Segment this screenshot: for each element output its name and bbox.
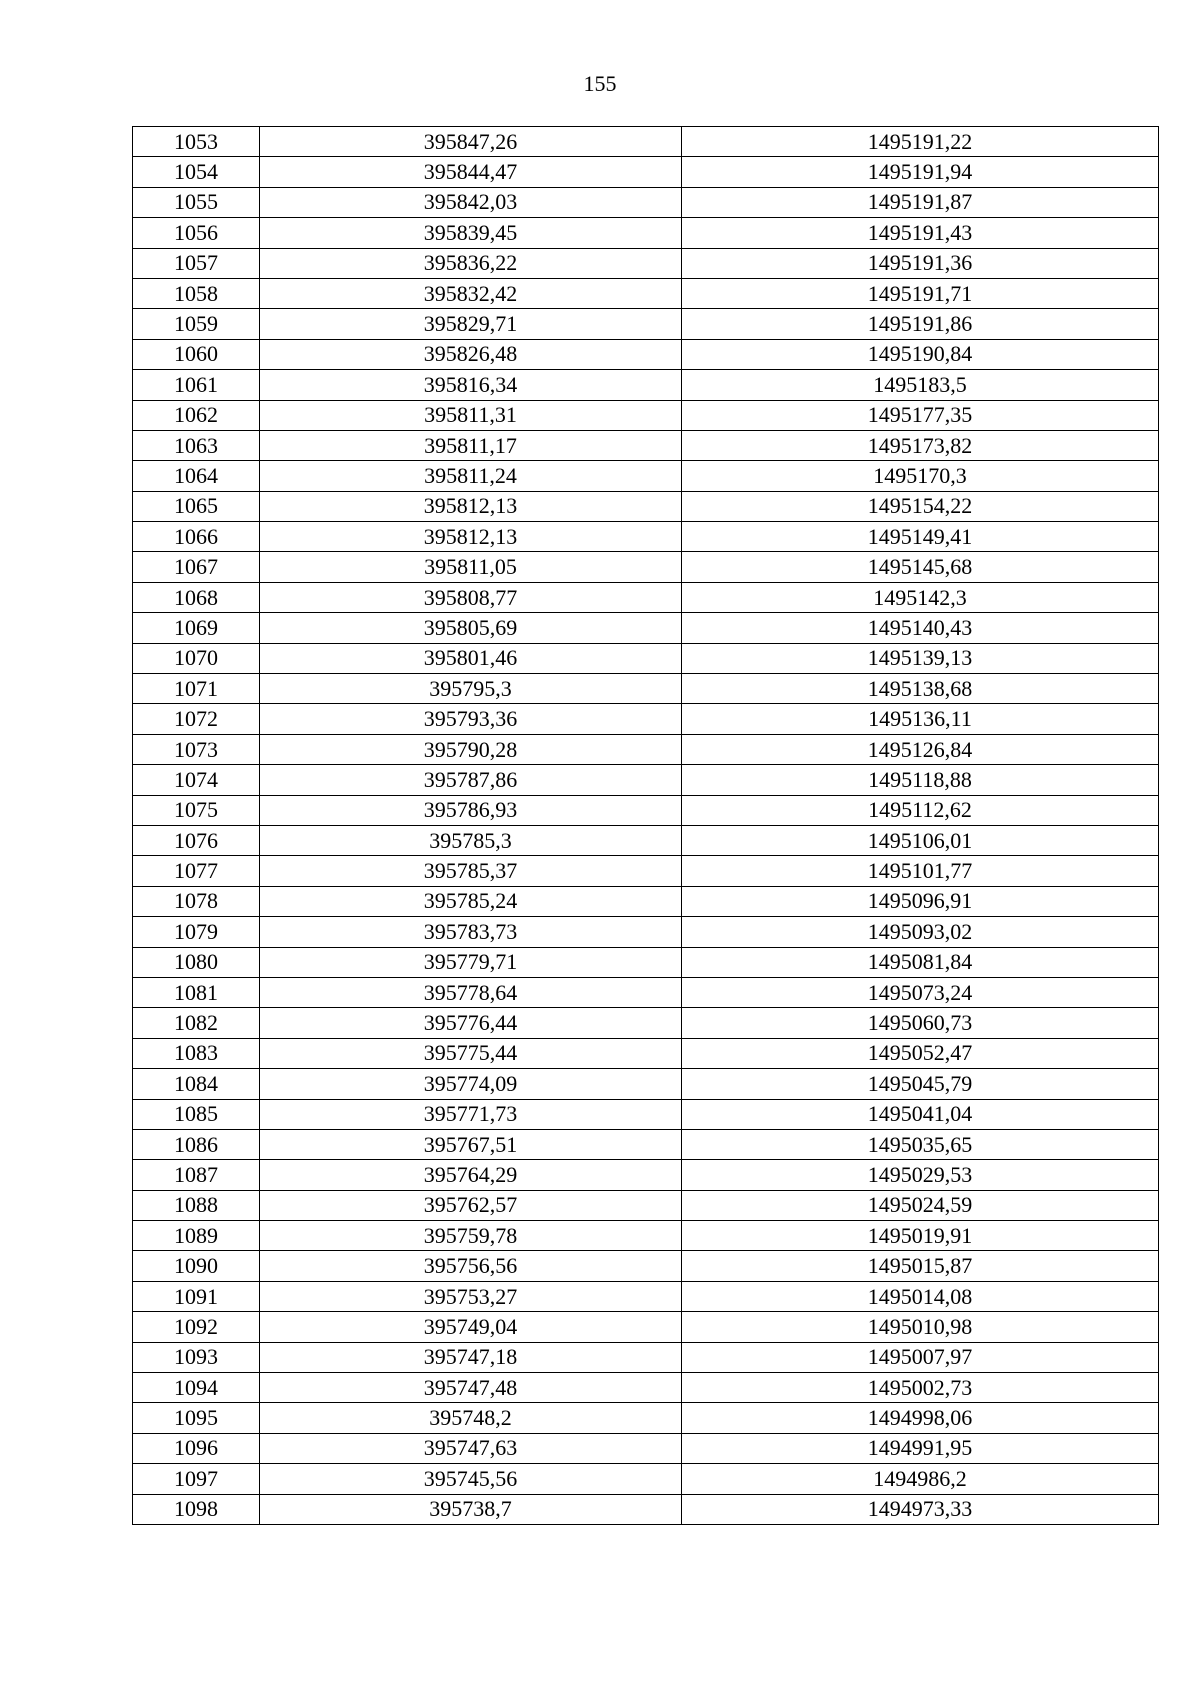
x-coordinate-cell: 395812,13	[260, 522, 682, 552]
x-coordinate-cell: 395762,57	[260, 1190, 682, 1220]
y-coordinate-cell: 1495138,68	[682, 674, 1159, 704]
y-coordinate-cell: 1495002,73	[682, 1373, 1159, 1403]
point-number-cell: 1079	[133, 917, 260, 947]
y-coordinate-cell: 1495112,62	[682, 795, 1159, 825]
x-coordinate-cell: 395749,04	[260, 1312, 682, 1342]
table-row	[133, 127, 1159, 157]
point-number-cell: 1093	[133, 1342, 260, 1372]
y-coordinate-cell: 1495106,01	[682, 825, 1159, 855]
y-coordinate-cell: 1495154,22	[682, 491, 1159, 521]
table-row	[133, 157, 1159, 187]
x-coordinate-cell: 395776,44	[260, 1008, 682, 1038]
point-number-cell: 1054	[133, 157, 260, 187]
point-number-cell: 1077	[133, 856, 260, 886]
y-coordinate-cell: 1495191,43	[682, 218, 1159, 248]
table-row	[133, 1221, 1159, 1251]
y-coordinate-cell: 1495096,91	[682, 886, 1159, 916]
point-number-cell: 1088	[133, 1190, 260, 1220]
table-row	[133, 704, 1159, 734]
y-coordinate-cell: 1494973,33	[682, 1494, 1159, 1524]
x-coordinate-cell: 395847,26	[260, 127, 682, 157]
x-coordinate-cell: 395811,05	[260, 552, 682, 582]
x-coordinate-cell: 395771,73	[260, 1099, 682, 1129]
table-row	[133, 674, 1159, 704]
point-number-cell: 1060	[133, 339, 260, 369]
x-coordinate-cell: 395747,48	[260, 1373, 682, 1403]
y-coordinate-cell: 1495191,71	[682, 278, 1159, 308]
point-number-cell: 1059	[133, 309, 260, 339]
table-row	[133, 1403, 1159, 1433]
y-coordinate-cell: 1495170,3	[682, 461, 1159, 491]
y-coordinate-cell: 1495190,84	[682, 339, 1159, 369]
table-row	[133, 1099, 1159, 1129]
x-coordinate-cell: 395811,17	[260, 430, 682, 460]
point-number-cell: 1065	[133, 491, 260, 521]
table-row	[133, 1464, 1159, 1494]
table-row	[133, 370, 1159, 400]
point-number-cell: 1063	[133, 430, 260, 460]
table-row	[133, 825, 1159, 855]
x-coordinate-cell: 395808,77	[260, 582, 682, 612]
x-coordinate-cell: 395836,22	[260, 248, 682, 278]
y-coordinate-cell: 1495136,11	[682, 704, 1159, 734]
table-row	[133, 856, 1159, 886]
table-row	[133, 430, 1159, 460]
point-number-cell: 1053	[133, 127, 260, 157]
point-number-cell: 1058	[133, 278, 260, 308]
point-number-cell: 1057	[133, 248, 260, 278]
y-coordinate-cell: 1495029,53	[682, 1160, 1159, 1190]
y-coordinate-cell: 1495191,22	[682, 127, 1159, 157]
y-coordinate-cell: 1494991,95	[682, 1433, 1159, 1463]
table-row	[133, 1373, 1159, 1403]
y-coordinate-cell: 1494986,2	[682, 1464, 1159, 1494]
table-row	[133, 947, 1159, 977]
x-coordinate-cell: 395844,47	[260, 157, 682, 187]
table-row	[133, 734, 1159, 764]
point-number-cell: 1061	[133, 370, 260, 400]
x-coordinate-cell: 395748,2	[260, 1403, 682, 1433]
x-coordinate-cell: 395787,86	[260, 765, 682, 795]
table-row	[133, 1038, 1159, 1068]
x-coordinate-cell: 395785,3	[260, 825, 682, 855]
point-number-cell: 1084	[133, 1069, 260, 1099]
point-number-cell: 1075	[133, 795, 260, 825]
point-number-cell: 1086	[133, 1129, 260, 1159]
table-row	[133, 1251, 1159, 1281]
x-coordinate-cell: 395826,48	[260, 339, 682, 369]
point-number-cell: 1087	[133, 1160, 260, 1190]
y-coordinate-cell: 1495118,88	[682, 765, 1159, 795]
page-number: 155	[583, 71, 617, 96]
point-number-cell: 1076	[133, 825, 260, 855]
x-coordinate-cell: 395832,42	[260, 278, 682, 308]
point-number-cell: 1083	[133, 1038, 260, 1068]
y-coordinate-cell: 1495081,84	[682, 947, 1159, 977]
x-coordinate-cell: 395811,24	[260, 461, 682, 491]
table-row	[133, 643, 1159, 673]
y-coordinate-cell: 1495191,87	[682, 187, 1159, 217]
x-coordinate-cell: 395786,93	[260, 795, 682, 825]
x-coordinate-cell: 395753,27	[260, 1281, 682, 1311]
x-coordinate-cell: 395811,31	[260, 400, 682, 430]
point-number-cell: 1097	[133, 1464, 260, 1494]
table-row	[133, 1160, 1159, 1190]
y-coordinate-cell: 1495191,36	[682, 248, 1159, 278]
x-coordinate-cell: 395805,69	[260, 613, 682, 643]
x-coordinate-cell: 395767,51	[260, 1129, 682, 1159]
table-row	[133, 917, 1159, 947]
point-number-cell: 1064	[133, 461, 260, 491]
point-number-cell: 1071	[133, 674, 260, 704]
table-row	[133, 977, 1159, 1007]
point-number-cell: 1090	[133, 1251, 260, 1281]
point-number-cell: 1089	[133, 1221, 260, 1251]
point-number-cell: 1070	[133, 643, 260, 673]
table-row	[133, 187, 1159, 217]
table-row	[133, 461, 1159, 491]
table-row	[133, 400, 1159, 430]
table-row	[133, 613, 1159, 643]
point-number-cell: 1091	[133, 1281, 260, 1311]
y-coordinate-cell: 1495183,5	[682, 370, 1159, 400]
point-number-cell: 1068	[133, 582, 260, 612]
point-number-cell: 1092	[133, 1312, 260, 1342]
table-row	[133, 1069, 1159, 1099]
point-number-cell: 1073	[133, 734, 260, 764]
y-coordinate-cell: 1495191,86	[682, 309, 1159, 339]
coordinates-table-body	[133, 127, 1159, 1525]
table-row	[133, 1190, 1159, 1220]
x-coordinate-cell: 395812,13	[260, 491, 682, 521]
y-coordinate-cell: 1495140,43	[682, 613, 1159, 643]
y-coordinate-cell: 1495015,87	[682, 1251, 1159, 1281]
point-number-cell: 1055	[133, 187, 260, 217]
y-coordinate-cell: 1495139,13	[682, 643, 1159, 673]
table-row	[133, 886, 1159, 916]
point-number-cell: 1098	[133, 1494, 260, 1524]
table-row	[133, 248, 1159, 278]
point-number-cell: 1096	[133, 1433, 260, 1463]
x-coordinate-cell: 395785,24	[260, 886, 682, 916]
x-coordinate-cell: 395783,73	[260, 917, 682, 947]
y-coordinate-cell: 1495024,59	[682, 1190, 1159, 1220]
x-coordinate-cell: 395747,63	[260, 1433, 682, 1463]
table-row	[133, 582, 1159, 612]
point-number-cell: 1094	[133, 1373, 260, 1403]
point-number-cell: 1069	[133, 613, 260, 643]
x-coordinate-cell: 395745,56	[260, 1464, 682, 1494]
point-number-cell: 1072	[133, 704, 260, 734]
coordinates-table	[132, 126, 1159, 1525]
y-coordinate-cell: 1495142,3	[682, 582, 1159, 612]
point-number-cell: 1078	[133, 886, 260, 916]
table-row	[133, 795, 1159, 825]
table-row	[133, 1281, 1159, 1311]
x-coordinate-cell: 395829,71	[260, 309, 682, 339]
point-number-cell: 1067	[133, 552, 260, 582]
x-coordinate-cell: 395842,03	[260, 187, 682, 217]
y-coordinate-cell: 1495101,77	[682, 856, 1159, 886]
x-coordinate-cell: 395795,3	[260, 674, 682, 704]
table-row	[133, 1008, 1159, 1038]
table-row	[133, 1129, 1159, 1159]
x-coordinate-cell: 395775,44	[260, 1038, 682, 1068]
x-coordinate-cell: 395839,45	[260, 218, 682, 248]
point-number-cell: 1082	[133, 1008, 260, 1038]
table-row	[133, 491, 1159, 521]
y-coordinate-cell: 1495041,04	[682, 1099, 1159, 1129]
y-coordinate-cell: 1495126,84	[682, 734, 1159, 764]
y-coordinate-cell: 1495173,82	[682, 430, 1159, 460]
x-coordinate-cell: 395747,18	[260, 1342, 682, 1372]
y-coordinate-cell: 1495014,08	[682, 1281, 1159, 1311]
point-number-cell: 1095	[133, 1403, 260, 1433]
table-row	[133, 552, 1159, 582]
x-coordinate-cell: 395793,36	[260, 704, 682, 734]
table-row	[133, 278, 1159, 308]
table-row	[133, 765, 1159, 795]
y-coordinate-cell: 1495093,02	[682, 917, 1159, 947]
table-row	[133, 309, 1159, 339]
x-coordinate-cell: 395785,37	[260, 856, 682, 886]
y-coordinate-cell: 1495145,68	[682, 552, 1159, 582]
point-number-cell: 1080	[133, 947, 260, 977]
x-coordinate-cell: 395816,34	[260, 370, 682, 400]
table-row	[133, 1494, 1159, 1524]
table-row	[133, 1342, 1159, 1372]
x-coordinate-cell: 395801,46	[260, 643, 682, 673]
table-row	[133, 1312, 1159, 1342]
x-coordinate-cell: 395764,29	[260, 1160, 682, 1190]
y-coordinate-cell: 1495060,73	[682, 1008, 1159, 1038]
y-coordinate-cell: 1495010,98	[682, 1312, 1159, 1342]
x-coordinate-cell: 395756,56	[260, 1251, 682, 1281]
x-coordinate-cell: 395774,09	[260, 1069, 682, 1099]
x-coordinate-cell: 395779,71	[260, 947, 682, 977]
y-coordinate-cell: 1495052,47	[682, 1038, 1159, 1068]
y-coordinate-cell: 1495007,97	[682, 1342, 1159, 1372]
point-number-cell: 1085	[133, 1099, 260, 1129]
point-number-cell: 1074	[133, 765, 260, 795]
y-coordinate-cell: 1495045,79	[682, 1069, 1159, 1099]
y-coordinate-cell: 1495177,35	[682, 400, 1159, 430]
point-number-cell: 1062	[133, 400, 260, 430]
table-row	[133, 1433, 1159, 1463]
point-number-cell: 1066	[133, 522, 260, 552]
y-coordinate-cell: 1495073,24	[682, 977, 1159, 1007]
table-row	[133, 339, 1159, 369]
y-coordinate-cell: 1495019,91	[682, 1221, 1159, 1251]
point-number-cell: 1056	[133, 218, 260, 248]
y-coordinate-cell: 1495191,94	[682, 157, 1159, 187]
table-row	[133, 522, 1159, 552]
x-coordinate-cell: 395778,64	[260, 977, 682, 1007]
y-coordinate-cell: 1495149,41	[682, 522, 1159, 552]
x-coordinate-cell: 395759,78	[260, 1221, 682, 1251]
x-coordinate-cell: 395738,7	[260, 1494, 682, 1524]
point-number-cell: 1081	[133, 977, 260, 1007]
y-coordinate-cell: 1494998,06	[682, 1403, 1159, 1433]
y-coordinate-cell: 1495035,65	[682, 1129, 1159, 1159]
table-row	[133, 218, 1159, 248]
x-coordinate-cell: 395790,28	[260, 734, 682, 764]
